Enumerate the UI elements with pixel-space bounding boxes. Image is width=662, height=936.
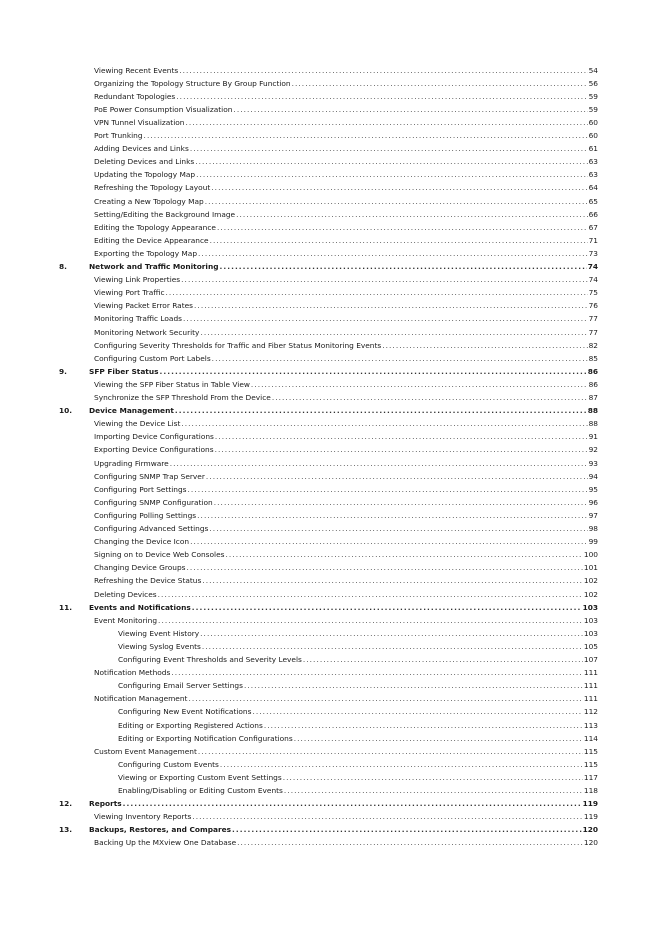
toc-entry-title: Configuring Custom Port Labels	[94, 353, 211, 363]
toc-page-number: 96	[588, 497, 598, 507]
toc-page-number: 115	[583, 746, 598, 756]
toc-chapter-number: 10.	[59, 406, 73, 416]
toc-page-number: 88	[587, 406, 598, 416]
toc-page-number: 61	[588, 144, 598, 154]
toc-page-number: 101	[583, 563, 598, 573]
toc-entry[interactable]	[118, 783, 598, 796]
toc-entry[interactable]	[94, 63, 598, 76]
toc-entry-title: Viewing Syslog Events	[118, 641, 201, 651]
toc-entry-title: Deleting Devices	[94, 589, 157, 599]
toc-dot-leader	[188, 485, 588, 495]
toc-entry-title: Configuring Severity Thresholds for Traffic and Fiber Status Monitoring Events	[94, 340, 382, 350]
toc-page-number: 119	[583, 812, 598, 822]
toc-entry[interactable]	[94, 102, 598, 115]
toc-chapter-entry[interactable]	[59, 259, 598, 272]
toc-page-number: 111	[583, 694, 598, 704]
toc-dot-leader	[171, 668, 583, 678]
toc-dot-leader	[303, 655, 583, 665]
toc-entry-title: Configuring New Event Notifications	[118, 707, 252, 717]
toc-dot-leader	[205, 197, 588, 207]
toc-dot-leader	[192, 603, 582, 613]
toc-dot-leader	[187, 563, 583, 573]
toc-dot-leader	[190, 537, 588, 547]
toc-page-number: 63	[588, 157, 598, 167]
toc-dot-leader	[183, 314, 588, 324]
toc-entry-title: Creating a New Topology Map	[94, 196, 204, 206]
toc-page-number: 114	[583, 733, 598, 743]
toc-entry-title: Monitoring Traffic Loads	[94, 314, 183, 324]
toc-entry-title: Reports	[89, 799, 122, 809]
toc-entry-title: Viewing Inventory Reports	[94, 812, 192, 822]
toc-dot-leader	[264, 721, 583, 731]
toc-page-number: 77	[588, 314, 598, 324]
toc-entry[interactable]	[94, 377, 598, 390]
toc-dot-leader	[252, 707, 582, 717]
toc-entry-title: Viewing the Device List	[94, 419, 181, 429]
toc-dot-leader	[220, 262, 587, 272]
toc-page-number: 73	[588, 248, 598, 258]
toc-dot-leader	[158, 590, 583, 600]
toc-entry[interactable]	[94, 429, 598, 442]
toc-dot-leader	[181, 275, 587, 285]
toc-entry[interactable]	[118, 639, 598, 652]
toc-page-number: 88	[588, 419, 598, 429]
toc-entry-title: Viewing Recent Events	[94, 65, 179, 75]
toc-entry-title: Backing Up the MXview One Database	[94, 838, 237, 848]
toc-dot-leader	[210, 236, 588, 246]
toc-dot-leader	[226, 550, 583, 560]
toc-page-number: 75	[588, 288, 598, 298]
toc-page-number: 99	[588, 537, 598, 547]
toc-page-number: 67	[588, 222, 598, 232]
toc-page-number: 82	[588, 340, 598, 350]
toc-page-number: 117	[583, 772, 598, 782]
toc-entry-title: SFP Fiber Status	[89, 366, 159, 376]
toc-entry-title: Editing or Exporting Notification Configurations	[118, 733, 293, 743]
toc-dot-leader	[251, 380, 588, 390]
toc-entry-title: Refreshing the Device Status	[94, 576, 202, 586]
toc-entry-title: PoE Power Consumption Visualization	[94, 104, 233, 114]
toc-entry-title: Backups, Restores, and Compares	[89, 825, 232, 835]
toc-entry-title: Viewing Port Traffic	[94, 288, 165, 298]
toc-page-number: 56	[588, 78, 598, 88]
toc-entry[interactable]	[94, 233, 598, 246]
toc-entry[interactable]	[94, 809, 598, 822]
toc-entry-title: Signing on to Device Web Consoles	[94, 550, 225, 560]
toc-dot-leader	[200, 328, 587, 338]
toc-dot-leader	[190, 144, 588, 154]
toc-page-number: 85	[588, 353, 598, 363]
toc-chapter-entry[interactable]	[59, 364, 598, 377]
toc-chapter-number: 13.	[59, 825, 73, 835]
toc-page-number: 74	[588, 275, 598, 285]
toc-entry[interactable]	[94, 272, 598, 285]
toc-entry[interactable]	[94, 128, 598, 141]
toc-entry[interactable]	[94, 456, 598, 469]
toc-page-number: 60	[588, 131, 598, 140]
toc-entry-title: Editing or Exporting Registered Actions	[118, 720, 263, 730]
toc-entry[interactable]	[94, 521, 598, 534]
toc-dot-leader	[192, 812, 583, 822]
toc-entry[interactable]	[94, 573, 598, 586]
toc-entry[interactable]	[94, 665, 598, 678]
toc-entry[interactable]	[118, 718, 598, 731]
toc-chapter-number: 9.	[59, 366, 67, 376]
toc-entry[interactable]	[94, 416, 598, 429]
toc-entry-title: Refreshing the Topology Layout	[94, 183, 211, 193]
toc-entry-title: Configuring Email Server Settings	[118, 681, 243, 691]
toc-dot-leader	[209, 524, 587, 534]
toc-entry[interactable]	[94, 167, 598, 180]
toc-entry[interactable]	[94, 547, 598, 560]
toc-entry[interactable]	[94, 835, 598, 848]
toc-dot-leader	[214, 498, 588, 508]
toc-entry[interactable]	[94, 508, 598, 521]
toc-entry-title: Notification Management	[94, 694, 188, 704]
toc-dot-leader	[220, 760, 583, 770]
toc-page-number: 119	[582, 799, 598, 809]
toc-entry[interactable]	[94, 691, 598, 704]
toc-entry[interactable]	[94, 338, 598, 351]
toc-page-number: 92	[588, 445, 598, 455]
toc-page-number: 86	[587, 366, 598, 376]
toc-entry-title: Enabling/Disabling or Editing Custom Events	[118, 786, 283, 795]
toc-entry-title: Changing the Device Icon	[94, 537, 190, 547]
toc-entry-title: Network and Traffic Monitoring	[89, 262, 219, 271]
toc-entry[interactable]	[94, 325, 598, 338]
toc-entry[interactable]	[118, 757, 598, 770]
toc-dot-leader	[123, 799, 582, 809]
toc-dot-leader	[233, 105, 587, 115]
toc-page-number: 60	[588, 117, 598, 127]
toc-page-number: 98	[588, 524, 598, 533]
toc-entry[interactable]	[94, 89, 598, 102]
toc-entry-title: Updating the Topology Map	[94, 170, 196, 180]
toc-entry[interactable]	[94, 246, 598, 259]
toc-entry[interactable]	[118, 626, 598, 639]
toc-entry-title: Configuring SNMP Configuration	[94, 497, 213, 507]
toc-chapter-entry[interactable]	[59, 600, 598, 613]
toc-entry-title: Events and Notifications	[89, 602, 191, 612]
toc-dot-leader	[206, 472, 588, 482]
toc-page-number: 74	[587, 262, 598, 271]
toc-page-number: 113	[583, 720, 598, 730]
toc-dot-leader	[166, 288, 588, 298]
toc-dot-leader	[160, 367, 587, 377]
toc-page-number: 94	[588, 471, 598, 481]
toc-page-number: 111	[583, 681, 598, 691]
toc-page-number: 64	[588, 183, 598, 193]
toc-entry-title: Notification Methods	[94, 668, 171, 678]
toc-dot-leader	[211, 183, 587, 193]
toc-dot-leader	[196, 170, 588, 180]
toc-entry[interactable]	[94, 115, 598, 128]
toc-chapter-number: 8.	[59, 262, 67, 271]
toc-dot-leader	[198, 249, 588, 259]
toc-entry-title: Exporting the Topology Map	[94, 248, 198, 258]
toc-entry[interactable]	[94, 390, 598, 403]
toc-entry-title: Viewing the SFP Fiber Status in Table View	[94, 379, 250, 389]
toc-page-number: 111	[583, 668, 598, 678]
toc-entry-title: Configuring Advanced Settings	[94, 524, 209, 533]
toc-page-number: 59	[588, 91, 598, 101]
toc-entry-title: Viewing Link Properties	[94, 275, 181, 285]
toc-entry-title: Configuring Polling Settings	[94, 510, 197, 520]
toc-page-number: 118	[583, 786, 598, 795]
toc-dot-leader	[283, 773, 583, 783]
toc-entry-title: Event Monitoring	[94, 615, 158, 625]
toc-page-number: 66	[588, 209, 598, 219]
toc-page-number: 76	[588, 301, 598, 311]
toc-page-number: 112	[583, 707, 598, 717]
toc-dot-leader	[215, 432, 588, 442]
toc-chapter-entry[interactable]	[59, 796, 598, 809]
toc-dot-leader	[202, 576, 583, 586]
toc-entry-title: Editing the Device Appearance	[94, 235, 209, 245]
toc-entry-title: Monitoring Network Security	[94, 327, 200, 337]
toc-dot-leader	[212, 354, 588, 364]
toc-entry[interactable]	[94, 298, 598, 311]
toc-chapter-entry[interactable]	[59, 822, 598, 835]
toc-entry-title: Redundant Topologies	[94, 91, 176, 101]
toc-page-number: 54	[588, 65, 598, 75]
toc-entry[interactable]	[94, 495, 598, 508]
toc-dot-leader	[179, 66, 587, 76]
toc-entry-title: Configuring Port Settings	[94, 484, 187, 494]
toc-entry-title: Deleting Devices and Links	[94, 157, 195, 167]
toc-chapter-entry[interactable]	[59, 403, 598, 416]
toc-dot-leader	[188, 694, 582, 704]
toc-entry-title: Editing the Topology Appearance	[94, 222, 216, 232]
toc-entry-title: Changing Device Groups	[94, 563, 186, 573]
toc-entry-title: Port Trunking	[94, 131, 143, 140]
toc-entry[interactable]	[94, 180, 598, 193]
toc-entry-title: Configuring Custom Events	[118, 759, 219, 769]
toc-dot-leader	[175, 406, 587, 416]
toc-dot-leader	[217, 223, 588, 233]
toc-entry-title: Viewing Packet Error Rates	[94, 301, 194, 311]
toc-entry[interactable]	[118, 652, 598, 665]
toc-page-number: 115	[583, 759, 598, 769]
toc-page-number: 65	[588, 196, 598, 206]
toc-dot-leader	[272, 393, 588, 403]
toc-entry-title: Organizing the Topology Structure By Group Function	[94, 78, 291, 88]
toc-entry[interactable]	[94, 311, 598, 324]
toc-dot-leader	[232, 825, 582, 835]
toc-page-number: 86	[588, 379, 598, 389]
toc-page-number: 71	[588, 235, 598, 245]
toc-entry[interactable]	[118, 731, 598, 744]
toc-page-number: 87	[588, 393, 598, 402]
toc-entry[interactable]	[94, 469, 598, 482]
toc-dot-leader	[170, 459, 588, 469]
toc-entry[interactable]	[94, 220, 598, 233]
toc-page-number: 107	[583, 655, 598, 664]
toc-dot-leader	[144, 131, 588, 141]
toc-dot-leader	[292, 79, 588, 89]
toc-dot-leader	[236, 210, 587, 220]
toc-page-number: 97	[588, 510, 598, 520]
toc-entry-title: Importing Device Configurations	[94, 432, 214, 442]
toc-entry[interactable]	[94, 534, 598, 547]
toc-dot-leader	[195, 157, 587, 167]
toc-entry-title: Viewing Event History	[118, 628, 200, 638]
toc-dot-leader	[176, 92, 587, 102]
toc-entry[interactable]	[94, 285, 598, 298]
toc-page-number: 91	[588, 432, 598, 442]
toc-dot-leader	[197, 511, 587, 521]
toc-page-number: 102	[583, 589, 598, 599]
toc-dot-leader	[284, 786, 583, 796]
toc-entry[interactable]	[94, 482, 598, 495]
toc-entry[interactable]	[94, 194, 598, 207]
toc-entry[interactable]	[94, 587, 598, 600]
toc-entry-title: Exporting Device Configurations	[94, 445, 214, 455]
toc-page-number: 120	[583, 838, 598, 848]
toc-dot-leader	[200, 629, 583, 639]
toc-chapter-number: 11.	[59, 602, 73, 612]
toc-dot-leader	[382, 341, 587, 351]
toc-page-number: 59	[588, 104, 598, 114]
toc-dot-leader	[215, 445, 588, 455]
toc-page-number: 103	[583, 615, 598, 625]
toc-page-number: 102	[583, 576, 598, 586]
toc-entry[interactable]	[94, 141, 598, 154]
toc-dot-leader	[244, 681, 583, 691]
toc-dot-leader	[198, 747, 583, 757]
toc-entry-title: Custom Event Management	[94, 746, 197, 756]
toc-entry-title: Configuring Event Thresholds and Severity Levels	[118, 655, 302, 664]
toc-dot-leader	[294, 734, 583, 744]
toc-entry-title: Configuring SNMP Trap Server	[94, 471, 205, 481]
toc-dot-leader	[194, 301, 588, 311]
toc-page-number: 103	[583, 628, 598, 638]
toc-entry[interactable]	[94, 76, 598, 89]
toc-page-number: 77	[588, 327, 598, 337]
toc-entry-title: VPN Tunnel Visualization	[94, 117, 185, 127]
toc-entry-title: Setting/Editing the Background Image	[94, 209, 236, 219]
toc-dot-leader	[181, 419, 587, 429]
toc-dot-leader	[237, 838, 583, 848]
toc-dot-leader	[202, 642, 583, 652]
toc-entry[interactable]	[94, 351, 598, 364]
toc-entry-title: Synchronize the SFP Threshold From the Device	[94, 393, 271, 402]
toc-entry[interactable]	[94, 154, 598, 167]
toc-entry[interactable]	[118, 770, 598, 783]
toc-entry-title: Upgrading Firmware	[94, 458, 169, 468]
toc-dot-leader	[185, 118, 587, 128]
toc-entry[interactable]	[118, 704, 598, 717]
toc-chapter-number: 12.	[59, 799, 73, 809]
toc-entry-title: Adding Devices and Links	[94, 144, 189, 154]
toc-page-number: 105	[583, 641, 598, 651]
toc-entry[interactable]	[94, 560, 598, 573]
toc-entry[interactable]	[94, 613, 598, 626]
toc-page-number: 63	[588, 170, 598, 180]
toc-entry[interactable]	[118, 678, 598, 691]
toc-entry-title: Viewing or Exporting Custom Event Settings	[118, 772, 282, 782]
toc-page-number: 103	[582, 602, 598, 612]
toc-entry[interactable]	[94, 442, 598, 455]
toc-page-number: 93	[588, 458, 598, 468]
toc-entry[interactable]	[94, 744, 598, 757]
toc-entry[interactable]	[94, 207, 598, 220]
toc-page-number: 100	[583, 550, 598, 560]
toc-page-number: 95	[588, 484, 598, 494]
toc-page-number: 120	[582, 825, 598, 835]
toc-entry-title: Device Management	[89, 406, 174, 416]
toc-dot-leader	[158, 616, 583, 626]
